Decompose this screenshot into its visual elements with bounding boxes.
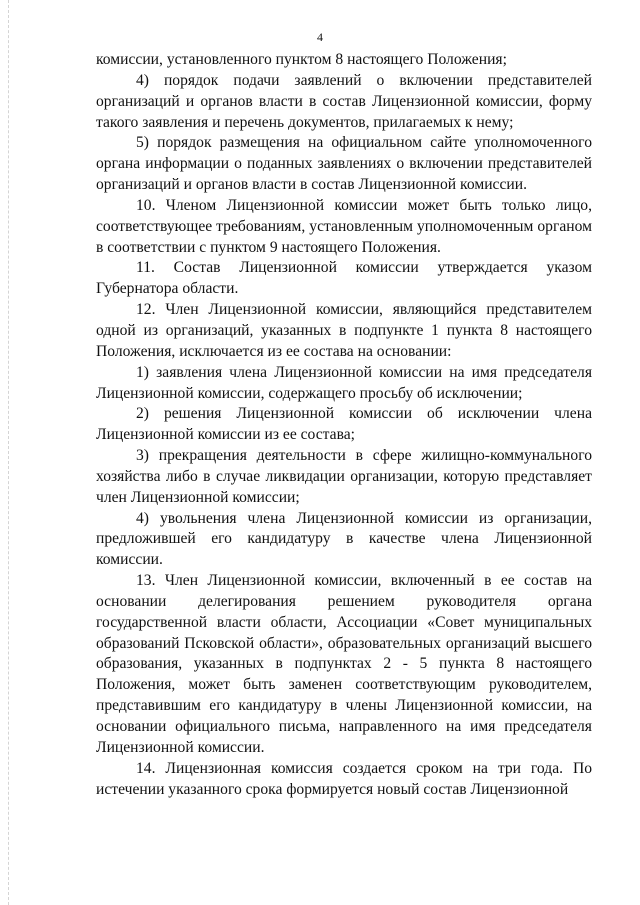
paragraph-8: 2) решения Лицензионной комиссии об исключении члена Лицензионной комиссии из ее состава; xyxy=(96,405,592,444)
paragraph-7: 1) заявления члена Лицензионной комиссии на имя председателя Лицензионной комиссии, содержащего просьбу об исключении; xyxy=(96,363,592,402)
paragraph-6: 12. Член Лицензионной комиссии, являющийся представителем одной из организаций, указанных в подпункте 1 пункта 8 настоящего Положения, исключается из ее состава на основании: xyxy=(96,301,592,360)
paragraph-12: 14. Лицензионная комиссия создается сроком на три года. По истечении указанного срока формируется новый состав Лицензионной xyxy=(96,759,592,798)
document-body xyxy=(96,50,592,800)
paragraph-1: комиссии, установленного пунктом 8 настоящего Положения; xyxy=(96,51,507,68)
paragraph-3: 5) порядок размещения на официальном сайте уполномоченного органа информации о поданных заявлениях о включении представителей организаций и органов власти в состав Лицензионной комиссии. xyxy=(96,134,592,194)
paragraph-10: 4) увольнения члена Лицензионной комиссии из организации, предложившей его кандидатуру в качестве члена Лицензионной комиссии. xyxy=(96,509,592,569)
paragraph-9: 3) прекращения деятельности в сфере жилищно-коммунального хозяйства либо в случае ликвидации организации, которую представляет член Лицензионной комиссии; xyxy=(96,447,592,506)
scan-margin-line xyxy=(8,0,10,905)
paragraph-2: 4) порядок подачи заявлений о включении представителей организаций и органов власти в состав Лицензионной комиссии, форму такого заявления и перечень документов, прилагаемых к нему; xyxy=(96,71,592,131)
paragraph-4: 10. Членом Лицензионной комиссии может быть только лицо, соответствующее требованиям, установленным уполномоченным органом в соответствии с пунктом 9 настоящего Положения. xyxy=(96,196,592,256)
page-number: 4 xyxy=(317,30,323,44)
paragraph-11: 13. Член Лицензионной комиссии, включенный в ее состав на основании делегирования решением руководителя органа государственной власти области, Ассоциации «Совет муниципальных образований Псковской области», образовательных организаций высшего образования, указанных в подпунктах 2 - 5 пункта 8 настоящего Положения, может быть заменен соответствующим руководителем, представившим его кандидатуру в члены Лицензионной комиссии, на основании официального письма, направленного на имя председателя Лицензионной комиссии. xyxy=(96,572,592,756)
paragraph-5: 11. Состав Лицензионной комиссии утверждается указом Губернатора области. xyxy=(96,259,592,298)
